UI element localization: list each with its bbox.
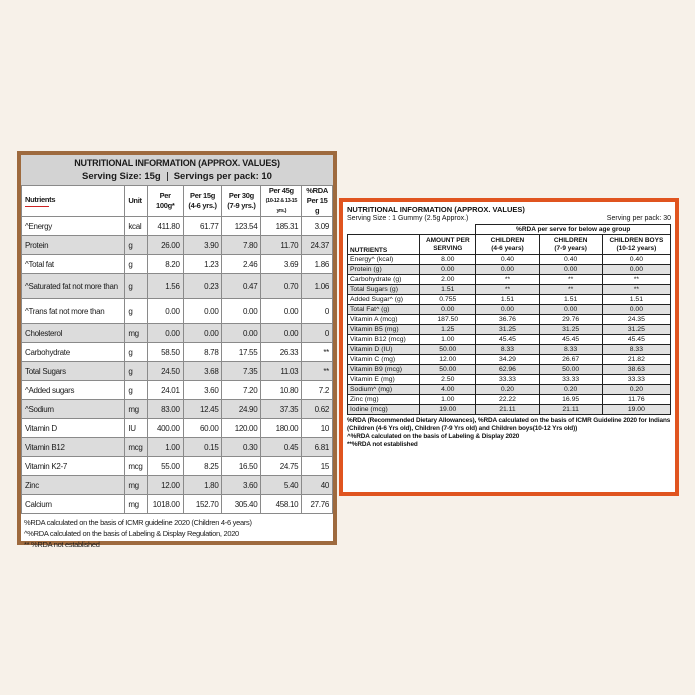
right-cell-nutrient: Total Sugars (g) (348, 285, 420, 295)
left-table-row (22, 400, 333, 419)
right-cell-amt: 0.00 (420, 265, 476, 275)
right-nutrition-table (347, 224, 671, 415)
left-header-cell (22, 186, 125, 217)
right-cell-c2: 50.00 (539, 365, 602, 375)
left-cell-v100: 55.00 (147, 457, 183, 476)
right-header-text: (10-12 years) (616, 244, 657, 252)
right-cell-c1: 34.29 (476, 355, 539, 365)
left-cell-v45: 0.00 (261, 324, 302, 343)
right-footnotes (347, 417, 671, 449)
left-cell-nutrient: ^Trans fat not more than (22, 299, 125, 324)
left-footnote-3: ** %RDA not established (24, 540, 100, 549)
right-table-row (348, 285, 671, 295)
left-table-row (22, 217, 333, 236)
right-cell-amt: 50.00 (420, 345, 476, 355)
left-cell-v100: 411.80 (147, 217, 183, 236)
right-table-row (348, 405, 671, 415)
left-cell-v100: 1018.00 (147, 495, 183, 514)
right-cell-c1: 0.00 (476, 305, 539, 315)
right-cell-c2: 8.33 (539, 345, 602, 355)
left-cell-v30: 16.50 (222, 457, 261, 476)
right-table-row (348, 265, 671, 275)
left-serving-divider (167, 172, 168, 181)
left-cell-rda: 3.09 (302, 217, 333, 236)
left-cell-rda: 1.06 (302, 274, 333, 299)
left-cell-v45: 11.03 (261, 362, 302, 381)
left-cell-v15: 3.60 (183, 381, 222, 400)
left-cell-unit: mcg (125, 438, 148, 457)
right-cell-amt: 1.00 (420, 395, 476, 405)
right-cell-c2: 26.67 (539, 355, 602, 365)
left-cell-v30: 0.47 (222, 274, 261, 299)
left-cell-v45: 11.70 (261, 236, 302, 255)
right-table-row (348, 375, 671, 385)
left-cell-unit: g (125, 362, 148, 381)
left-cell-v30: 120.00 (222, 419, 261, 438)
left-table-row (22, 457, 333, 476)
left-cell-rda: 40 (302, 476, 333, 495)
left-cell-unit: mg (125, 495, 148, 514)
left-cell-v15: 61.77 (183, 217, 222, 236)
right-cell-c1: 62.96 (476, 365, 539, 375)
left-cell-nutrient: ^Sodium (22, 400, 125, 419)
left-cell-v100: 8.20 (147, 255, 183, 274)
left-table-row (22, 299, 333, 324)
left-cell-v45: 180.00 (261, 419, 302, 438)
left-title: NUTRITIONAL INFORMATION (APPROX. VALUES) (74, 158, 280, 168)
right-cell-nutrient: Carbohydrate (g) (348, 275, 420, 285)
left-cell-v30: 7.80 (222, 236, 261, 255)
left-cell-v45: 0.00 (261, 299, 302, 324)
right-cell-nutrient: Total Fat^ (g) (348, 305, 420, 315)
right-footnote-2: ^%RDA calculated on the basis of Labeling & Display 2020 (347, 433, 520, 440)
left-cell-rda: 24.37 (302, 236, 333, 255)
left-cell-v100: 0.00 (147, 324, 183, 343)
left-cell-v30: 7.20 (222, 381, 261, 400)
left-cell-unit: mg (125, 400, 148, 419)
left-cell-v15: 60.00 (183, 419, 222, 438)
right-cell-nutrient: Added Sugar^ (g) (348, 295, 420, 305)
left-cell-v45: 458.10 (261, 495, 302, 514)
left-header-text: Per 100g* (155, 191, 175, 210)
right-cell-c3: 11.76 (602, 395, 670, 405)
left-nutrition-card (21, 155, 333, 549)
right-table-row (348, 325, 671, 335)
left-servings-per-pack: Servings per pack: 10 (173, 171, 272, 182)
left-cell-v30: 123.54 (222, 217, 261, 236)
right-header-text: AMOUNT PER (425, 237, 470, 244)
right-table-row (348, 345, 671, 355)
left-header-text: (4-6 yrs.) (188, 201, 217, 210)
left-cell-nutrient: Total Sugars (22, 362, 125, 381)
right-cell-c3: 0.00 (602, 305, 670, 315)
left-cell-v100: 24.01 (147, 381, 183, 400)
left-table-body (22, 186, 333, 514)
left-header-text: Per 45g (268, 186, 294, 195)
left-cell-v15: 12.45 (183, 400, 222, 419)
right-cell-c3: 19.00 (602, 405, 670, 415)
left-cell-nutrient: Cholesterol (22, 324, 125, 343)
left-cell-v100: 12.00 (147, 476, 183, 495)
left-cell-v15: 3.90 (183, 236, 222, 255)
left-nutrition-table (21, 185, 333, 514)
right-cell-c1: 21.11 (476, 405, 539, 415)
left-header-cell (222, 186, 261, 217)
left-cell-rda: 0 (302, 299, 333, 324)
right-cell-amt: 1.25 (420, 325, 476, 335)
right-cell-c1: 31.25 (476, 325, 539, 335)
left-cell-v15: 8.78 (183, 343, 222, 362)
right-group-header-row (348, 225, 671, 235)
right-serving-line (347, 214, 671, 223)
right-cell-c2: 29.76 (539, 315, 602, 325)
right-nutrition-panel (339, 198, 679, 496)
left-cell-v45: 185.31 (261, 217, 302, 236)
right-table-row (348, 295, 671, 305)
right-cell-c3: 38.63 (602, 365, 670, 375)
left-cell-unit: g (125, 299, 148, 324)
left-table-row (22, 343, 333, 362)
right-header-cell (420, 235, 476, 255)
right-cell-c2: 45.45 (539, 335, 602, 345)
left-cell-v45: 0.45 (261, 438, 302, 457)
left-cell-unit: mcg (125, 457, 148, 476)
left-header-text: Nutrients (25, 195, 56, 204)
left-table-row (22, 438, 333, 457)
left-cell-v15: 1.23 (183, 255, 222, 274)
right-cell-c2: 0.40 (539, 255, 602, 265)
left-cell-rda: 0.62 (302, 400, 333, 419)
right-cell-nutrient: Zinc (mg) (348, 395, 420, 405)
left-cell-v45: 26.33 (261, 343, 302, 362)
right-cell-c2: 0.00 (539, 305, 602, 315)
left-cell-v100: 24.50 (147, 362, 183, 381)
left-header-row (22, 186, 333, 217)
left-cell-unit: mg (125, 476, 148, 495)
left-cell-v15: 152.70 (183, 495, 222, 514)
left-cell-v30: 7.35 (222, 362, 261, 381)
right-header-cell (476, 235, 539, 255)
right-cell-c1: 1.51 (476, 295, 539, 305)
left-cell-v15: 0.23 (183, 274, 222, 299)
right-cell-amt: 1.51 (420, 285, 476, 295)
right-cell-amt: 8.00 (420, 255, 476, 265)
left-cell-rda: ** (302, 343, 333, 362)
left-cell-unit: IU (125, 419, 148, 438)
left-cell-v45: 3.69 (261, 255, 302, 274)
right-table-row (348, 365, 671, 375)
right-cell-amt: 2.50 (420, 375, 476, 385)
right-cell-c2: 21.11 (539, 405, 602, 415)
right-cell-nutrient: Sodium^ (mg) (348, 385, 420, 395)
left-cell-unit: g (125, 236, 148, 255)
left-cell-v15: 3.68 (183, 362, 222, 381)
left-cell-v30: 0.00 (222, 299, 261, 324)
right-footnote-1: %RDA (Recommended Dietary Allowances), %RDA calculated on the basis of ICMR Guideline 2020 for Indians (Children (4-6 Yrs old), Children (7-9 Yrs old) and Children boys(10-12 Yrs old)) (347, 417, 671, 432)
right-cell-c3: 0.40 (602, 255, 670, 265)
right-table-row (348, 305, 671, 315)
left-nutrition-panel (17, 151, 337, 549)
right-header-text: CHILDREN (490, 237, 525, 244)
right-cell-nutrient: Vitamin B12 (mcg) (348, 335, 420, 345)
left-title-block (21, 155, 333, 185)
right-cell-c1: 0.40 (476, 255, 539, 265)
right-cell-c2: 0.00 (539, 265, 602, 275)
right-cell-c1: 45.45 (476, 335, 539, 345)
left-cell-v100: 58.50 (147, 343, 183, 362)
right-cell-c3: 21.82 (602, 355, 670, 365)
right-cell-c3: ** (602, 275, 670, 285)
left-cell-v30: 17.55 (222, 343, 261, 362)
left-cell-v100: 1.56 (147, 274, 183, 299)
right-cell-amt: 1.00 (420, 335, 476, 345)
right-cell-c2: 0.20 (539, 385, 602, 395)
right-header-row (348, 235, 671, 255)
left-cell-nutrient: ^Added sugars (22, 381, 125, 400)
left-cell-v100: 0.00 (147, 299, 183, 324)
left-cell-v45: 0.70 (261, 274, 302, 299)
right-cell-c1: 0.20 (476, 385, 539, 395)
left-cell-rda: 10 (302, 419, 333, 438)
left-cell-rda: 0 (302, 324, 333, 343)
right-table-row (348, 355, 671, 365)
left-cell-nutrient: ^Total fat (22, 255, 125, 274)
header-red-underline (25, 206, 49, 207)
left-cell-v30: 24.90 (222, 400, 261, 419)
left-cell-v30: 0.00 (222, 324, 261, 343)
left-cell-unit: kcal (125, 217, 148, 236)
left-footnote-1: %RDA calculated on the basis of ICMR guideline 2020 (Children 4-6 years) (24, 518, 252, 527)
right-cell-c2: ** (539, 275, 602, 285)
right-cell-c3: 8.33 (602, 345, 670, 355)
left-cell-v45: 24.75 (261, 457, 302, 476)
left-table-row (22, 419, 333, 438)
right-cell-c3: 31.25 (602, 325, 670, 335)
right-header-cell (539, 235, 602, 255)
right-header-cell (348, 235, 420, 255)
right-cell-c2: 16.95 (539, 395, 602, 405)
left-cell-rda: 1.86 (302, 255, 333, 274)
right-cell-c3: 24.35 (602, 315, 670, 325)
left-footnotes (21, 514, 333, 553)
left-serving-size: Serving Size: 15g (82, 171, 161, 182)
left-cell-unit: g (125, 255, 148, 274)
right-cell-amt: 4.00 (420, 385, 476, 395)
right-cell-c3: 1.51 (602, 295, 670, 305)
right-cell-c3: 45.45 (602, 335, 670, 345)
right-cell-c2: 33.33 (539, 375, 602, 385)
right-cell-nutrient: Vitamin E (mg) (348, 375, 420, 385)
right-cell-c3: 0.00 (602, 265, 670, 275)
left-cell-v100: 400.00 (147, 419, 183, 438)
left-header-text: Per 15g (190, 191, 216, 200)
right-group-header: %RDA per serve for below age group (476, 225, 671, 235)
left-table-row (22, 495, 333, 514)
left-cell-nutrient: Protein (22, 236, 125, 255)
left-cell-nutrient: Calcium (22, 495, 125, 514)
right-cell-c3: 33.33 (602, 375, 670, 385)
left-cell-nutrient: Zinc (22, 476, 125, 495)
left-cell-unit: g (125, 381, 148, 400)
left-cell-v15: 1.80 (183, 476, 222, 495)
left-table-row (22, 274, 333, 299)
right-cell-nutrient: Vitamin B5 (mg) (348, 325, 420, 335)
right-table-row (348, 315, 671, 325)
right-table-row (348, 385, 671, 395)
left-cell-nutrient: Carbohydrate (22, 343, 125, 362)
right-header-text: (7-9 years) (554, 244, 587, 252)
left-cell-v45: 10.80 (261, 381, 302, 400)
left-cell-v15: 0.00 (183, 324, 222, 343)
left-cell-rda: 7.2 (302, 381, 333, 400)
right-table-row (348, 275, 671, 285)
right-cell-c1: ** (476, 285, 539, 295)
left-cell-v100: 83.00 (147, 400, 183, 419)
left-cell-unit: g (125, 343, 148, 362)
left-cell-rda: ** (302, 362, 333, 381)
right-cell-c3: ** (602, 285, 670, 295)
right-cell-nutrient: Energy^ (kcal) (348, 255, 420, 265)
left-cell-nutrient: Vitamin D (22, 419, 125, 438)
right-cell-c1: 22.22 (476, 395, 539, 405)
left-cell-v45: 5.40 (261, 476, 302, 495)
right-cell-nutrient: Vitamin A (mcg) (348, 315, 420, 325)
left-cell-v30: 305.40 (222, 495, 261, 514)
right-cell-c1: 0.00 (476, 265, 539, 275)
left-header-cell (261, 186, 302, 217)
right-header-text: SERVING (433, 244, 463, 252)
right-title: NUTRITIONAL INFORMATION (APPROX. VALUES) (347, 205, 525, 214)
right-cell-amt: 19.00 (420, 405, 476, 415)
left-header-cell (147, 186, 183, 217)
right-cell-nutrient: Vitamin B9 (mcg) (348, 365, 420, 375)
right-header-text: (4-6 years) (491, 244, 524, 252)
left-cell-unit: g (125, 274, 148, 299)
right-cell-nutrient: Iodine (mcg) (348, 405, 420, 415)
right-cell-c2: ** (539, 285, 602, 295)
right-cell-amt: 187.50 (420, 315, 476, 325)
left-header-cell (302, 186, 333, 217)
left-cell-v30: 3.60 (222, 476, 261, 495)
left-header-cell (125, 186, 148, 217)
left-header-text: Unit (128, 196, 142, 205)
right-table-row (348, 255, 671, 265)
right-cell-amt: 2.00 (420, 275, 476, 285)
left-table-row (22, 381, 333, 400)
left-cell-v100: 1.00 (147, 438, 183, 457)
right-header-cell (602, 235, 670, 255)
right-serving-size: Serving Size : 1 Gummy (2.5g Approx.) (347, 215, 469, 222)
left-table-row (22, 362, 333, 381)
left-header-text: (10-12 & 13-15 yrs.) (265, 198, 298, 214)
left-footnote-2: ^%RDA calculated on the basis of Labeling & Display Regulation, 2020 (24, 529, 239, 538)
right-cell-c2: 1.51 (539, 295, 602, 305)
right-cell-amt: 12.00 (420, 355, 476, 365)
left-header-text: Per 30g (228, 191, 254, 200)
left-cell-nutrient: Vitamin K2-7 (22, 457, 125, 476)
right-header-text: NUTRIENTS (350, 246, 388, 254)
right-cell-nutrient: Vitamin C (mg) (348, 355, 420, 365)
left-table-row (22, 476, 333, 495)
left-cell-v45: 37.35 (261, 400, 302, 419)
left-cell-v15: 8.25 (183, 457, 222, 476)
right-cell-c3: 0.20 (602, 385, 670, 395)
right-header-text: CHILDREN (553, 237, 588, 244)
left-cell-rda: 27.76 (302, 495, 333, 514)
right-table-row (348, 395, 671, 405)
left-table-row (22, 255, 333, 274)
left-cell-v30: 0.30 (222, 438, 261, 457)
right-cell-c1: ** (476, 275, 539, 285)
left-table-row (22, 236, 333, 255)
left-header-text: (7-9 yrs.) (227, 201, 256, 210)
left-cell-v30: 2.46 (222, 255, 261, 274)
left-header-text: %RDA (306, 186, 328, 195)
left-cell-v15: 0.00 (183, 299, 222, 324)
right-group-spacer (348, 225, 476, 235)
left-header-cell (183, 186, 222, 217)
left-cell-v15: 0.15 (183, 438, 222, 457)
right-cell-amt: 0.755 (420, 295, 476, 305)
left-cell-nutrient: ^Saturated fat not more than (22, 274, 125, 299)
right-table-row (348, 335, 671, 345)
left-cell-rda: 15 (302, 457, 333, 476)
right-nutrition-card (343, 202, 675, 492)
right-footnote-3: **%RDA not established (347, 441, 418, 448)
left-table-row (22, 324, 333, 343)
left-cell-unit: mg (125, 324, 148, 343)
left-cell-nutrient: ^Energy (22, 217, 125, 236)
right-cell-c1: 33.33 (476, 375, 539, 385)
right-cell-amt: 50.00 (420, 365, 476, 375)
right-cell-nutrient: Vitamin D (IU) (348, 345, 420, 355)
right-table-body (348, 225, 671, 415)
right-header-text: CHILDREN BOYS (609, 237, 664, 244)
left-serving-line (21, 170, 333, 183)
left-cell-v100: 26.00 (147, 236, 183, 255)
right-cell-c1: 8.33 (476, 345, 539, 355)
left-header-text: Per 15 g (306, 196, 328, 215)
right-cell-nutrient: Protein (g) (348, 265, 420, 275)
left-cell-nutrient: Vitamin B12 (22, 438, 125, 457)
right-cell-c2: 31.25 (539, 325, 602, 335)
right-servings-per-pack: Serving per pack: 30 (606, 215, 671, 222)
right-cell-amt: 0.00 (420, 305, 476, 315)
right-cell-c1: 36.76 (476, 315, 539, 325)
left-cell-rda: 6.81 (302, 438, 333, 457)
